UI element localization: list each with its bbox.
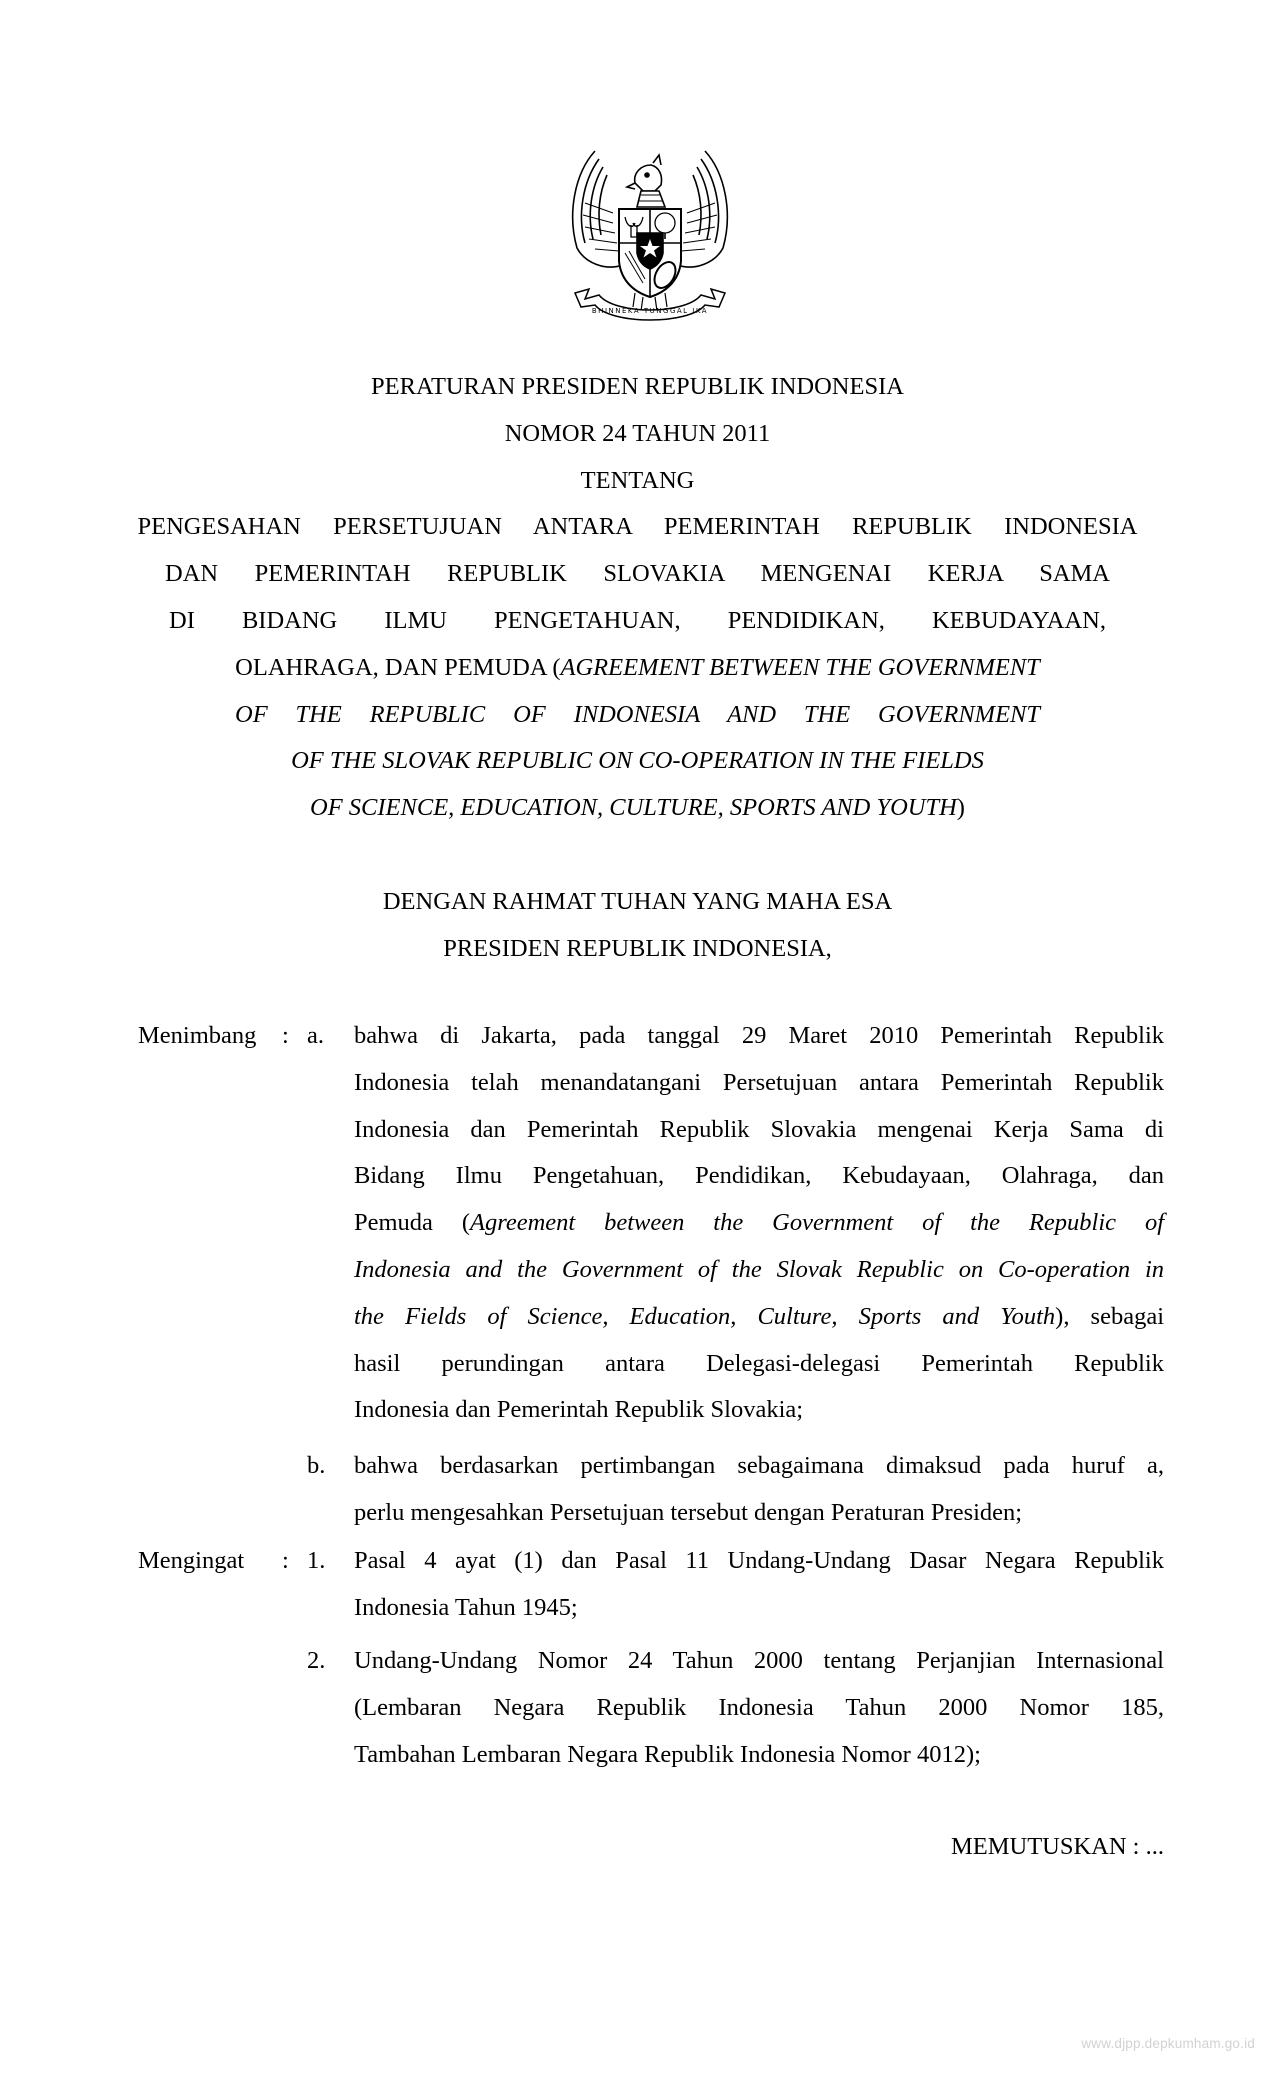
mengingat-item-1 — [354, 1546, 1164, 1640]
menimbang-label: Menimbang — [138, 1022, 257, 1049]
subject-line-7-italic: OF SCIENCE, EDUCATION, CULTURE, SPORTS AND YOUTH — [310, 794, 957, 822]
continuation-marker: MEMUTUSKAN : ... — [950, 1833, 1164, 1860]
mengingat-item-1-marker: 1. — [307, 1547, 326, 1574]
body-line — [354, 1255, 1164, 1302]
subject-line-2: DAN PEMERINTAH REPUBLIK SLOVAKIA MENGENAI KERJA SAMA — [165, 560, 1110, 588]
body-line: hasil perundingan antara Delegasi-delegasi Pemerintah Republik — [354, 1349, 1164, 1377]
body-line — [354, 1208, 1164, 1255]
body-line: bahwa di Jakarta, pada tanggal 29 Maret 2010 Pemerintah Republik — [354, 1022, 1164, 1049]
body-line: Indonesia telah menandatangani Persetujuan antara Pemerintah Republik — [354, 1068, 1164, 1096]
body-line: Undang-Undang Nomor 24 Tahun 2000 tentang Perjanjian Internasional — [354, 1647, 1164, 1674]
menimbang-item-a — [354, 1021, 1164, 1442]
source-watermark: www.djpp.depkumham.go.id — [1081, 2036, 1255, 2051]
subject-line-5-italic: OF THE REPUBLIC OF INDONESIA AND THE GOVERNMENT — [235, 700, 1040, 728]
body-line: bahwa berdasarkan pertimbangan sebagaimana dimaksud pada huruf a, — [354, 1452, 1164, 1479]
mengingat-colon: : — [282, 1547, 289, 1574]
subject-line-4-normal: OLAHRAGA, DAN PEMUDA ( — [235, 653, 561, 681]
subject-line-5 — [235, 700, 1040, 747]
body-line: Bidang Ilmu Pengetahuan, Pendidikan, Kebudayaan, Olahraga, dan — [354, 1162, 1164, 1190]
body-line: perlu mengesahkan Persetujuan tersebut dengan Peraturan Presiden; — [354, 1498, 1023, 1526]
regulation-about: TENTANG — [580, 466, 695, 494]
subject-line-4 — [0, 653, 1275, 700]
subject-line-3: DI BIDANG ILMU PENGETAHUAN, PENDIDIKAN, KEBUDAYAAN, — [169, 606, 1106, 634]
subject-line-7-close: ) — [956, 794, 965, 822]
subject-line-1: PENGESAHAN PERSETUJUAN ANTARA PEMERINTAH REPUBLIK INDONESIA — [137, 513, 1138, 541]
body-line: Indonesia dan Pemerintah Republik Slovakia; — [354, 1396, 804, 1424]
mengingat-item-2 — [354, 1646, 1164, 1786]
regulation-title-block — [0, 372, 1275, 840]
body-line — [354, 1302, 1164, 1349]
motto-text: BHINNEKA TUNGGAL IKA — [591, 307, 709, 315]
subject-line-6-italic: OF THE SLOVAK REPUBLIC ON CO-OPERATION IN THE FIELDS — [291, 747, 984, 775]
body-line: Tambahan Lembaran Negara Republik Indonesia Nomor 4012); — [354, 1740, 981, 1768]
menimbang-item-a-marker: a. — [307, 1022, 324, 1049]
preamble-blessing: DENGAN RAHMAT TUHAN YANG MAHA ESA — [382, 888, 893, 915]
subject-line-6 — [0, 746, 1275, 793]
subject-line-7 — [0, 793, 1275, 840]
preamble-president: PRESIDEN REPUBLIK INDONESIA, — [443, 935, 832, 962]
regulation-title: PERATURAN PRESIDEN REPUBLIK INDONESIA — [371, 373, 904, 400]
mengingat-label: Mengingat — [138, 1547, 245, 1574]
regulation-number: NOMOR 24 TAHUN 2011 — [504, 419, 771, 447]
body-line-normal: ), sebagai — [1055, 1302, 1165, 1330]
body-line: Indonesia Tahun 1945; — [354, 1593, 578, 1621]
menimbang-item-b — [354, 1451, 1164, 1545]
body-line: Pasal 4 ayat (1) dan Pasal 11 Undang-Undang Dasar Negara Republik — [354, 1547, 1164, 1574]
menimbang-item-b-marker: b. — [307, 1452, 326, 1479]
body-line-italic: Agreement between the Government of the Republic of — [470, 1209, 1164, 1237]
body-line: (Lembaran Negara Republik Indonesia Tahun 2000 Nomor 185, — [354, 1693, 1164, 1721]
menimbang-colon: : — [282, 1022, 289, 1049]
body-line: Indonesia dan Pemerintah Republik Slovakia mengenai Kerja Sama di — [354, 1115, 1164, 1143]
body-line-italic: the Fields of Science, Education, Culture, Sports and Youth — [354, 1302, 1056, 1330]
mengingat-item-2-marker: 2. — [307, 1647, 326, 1674]
subject-line-4-italic: AGREEMENT BETWEEN THE GOVERNMENT — [560, 653, 1040, 681]
garuda-pancasila-emblem-icon — [555, 143, 745, 328]
body-line-normal: Pemuda ( — [354, 1209, 470, 1237]
body-line-italic: Indonesia and the Government of the Slovak Republic on Co-operation in — [354, 1255, 1164, 1283]
